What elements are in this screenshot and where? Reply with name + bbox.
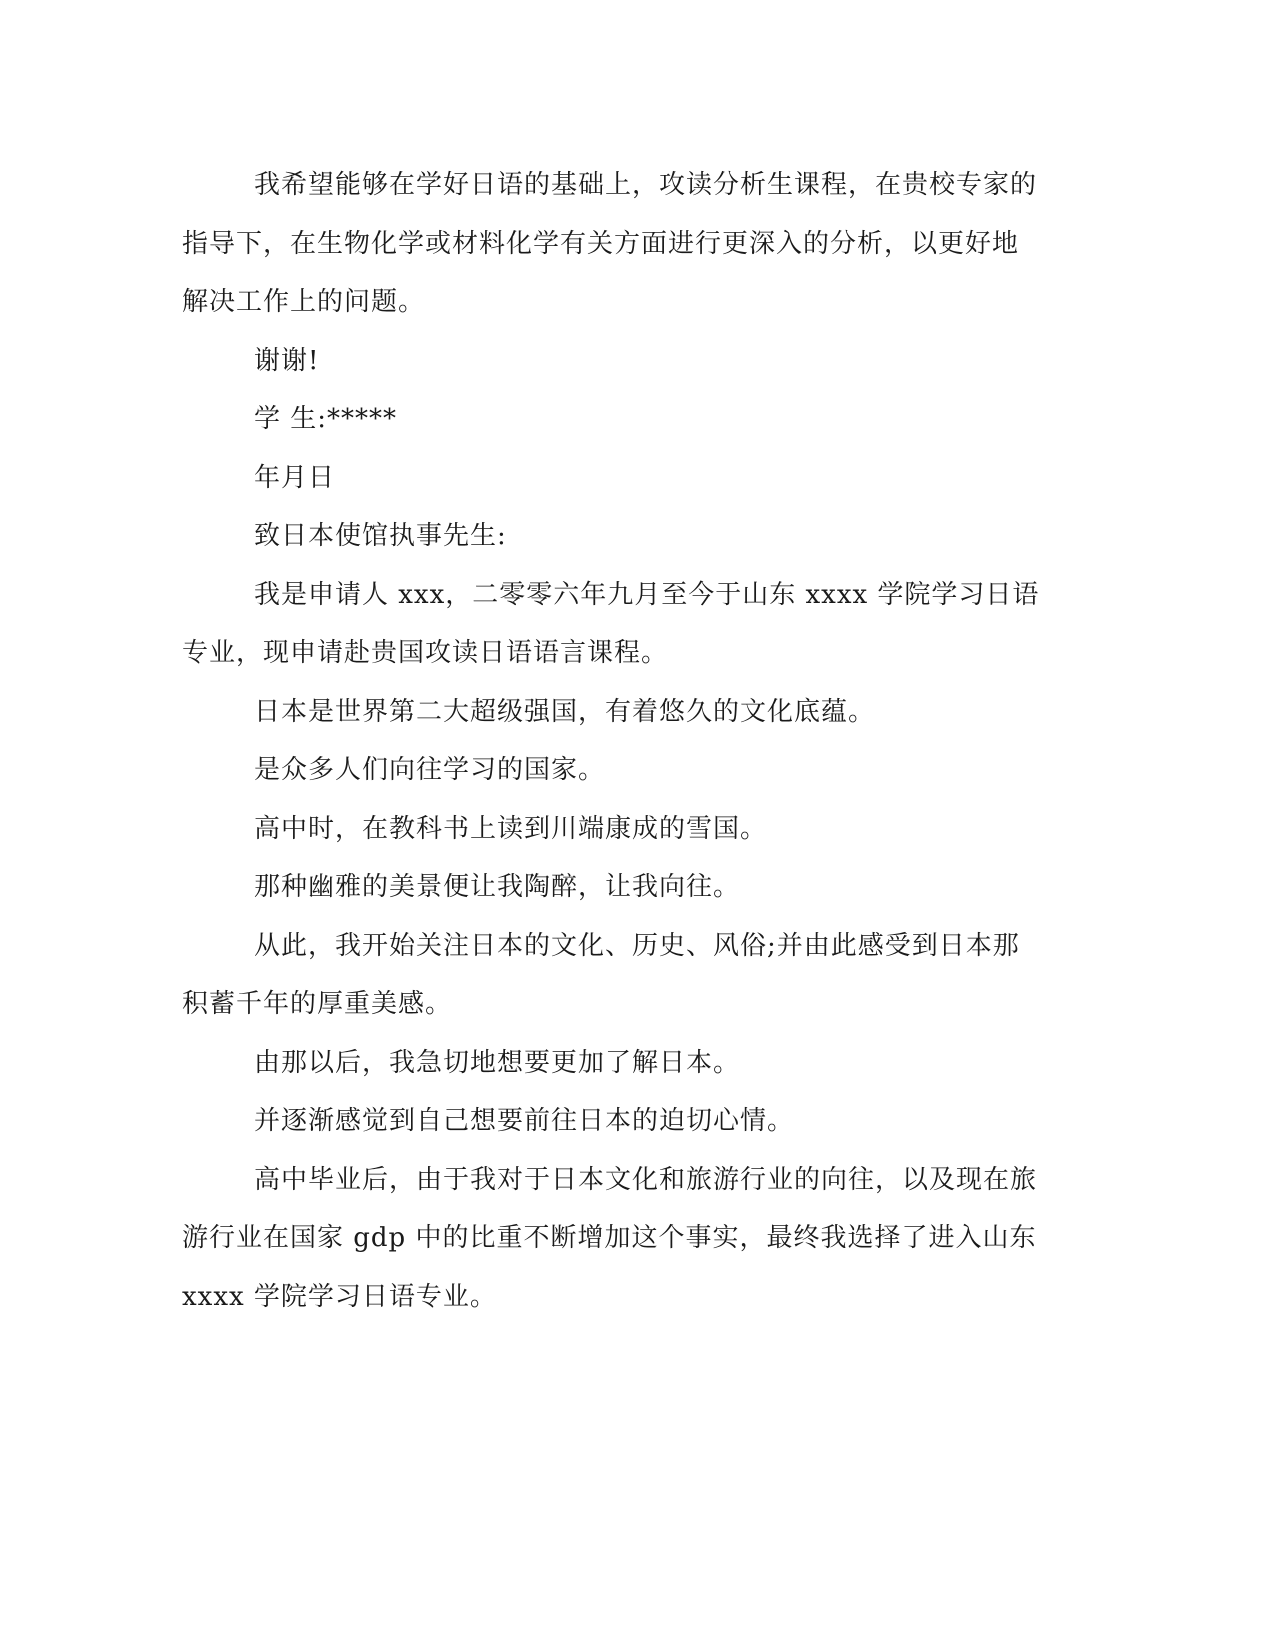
paragraph-japan-power: 日本是世界第二大超级强国，有着悠久的文化底蕴。 <box>254 696 876 727</box>
paragraph-popular-destination: 是众多人们向往学习的国家。 <box>254 755 606 785</box>
paragraph-student-signature: 学 生:***** <box>254 404 398 434</box>
paragraph-high-school-reading: 高中时，在教科书上读到川端康成的雪国。 <box>254 813 768 844</box>
paragraph-major-choice: 高中毕业后，由于我对于日本文化和旅游行业的向往，以及现在旅游行业在国家 gdp 中的比重不断增加这个事实，最终我选择了进入山东 xxxx 学院学习日语专业。 <box>182 1164 1046 1312</box>
paragraph-culture-interest: 从此，我开始关注日本的文化、历史、风俗;并由此感受到日本那积蓄千年的厚重美感。 <box>182 930 1020 1019</box>
paragraph-scenery: 那种幽雅的美景便让我陶醉，让我向往。 <box>254 872 741 902</box>
paragraph-desire-to-go: 并逐渐感觉到自己想要前往日本的迫切心情。 <box>254 1106 795 1136</box>
document-body <box>182 156 1046 1326</box>
paragraph-study-goal: 我希望能够在学好日语的基础上，攻读分析生课程，在贵校专家的指导下，在生物化学或材料化学有关方面进行更深入的分析，以更好地解决工作上的问题。 <box>182 170 1038 317</box>
paragraph-salutation: 致日本使馆执事先生: <box>254 521 507 551</box>
paragraph-date: 年月日 <box>254 462 336 493</box>
paragraph-eager-to-learn: 由那以后，我急切地想要更加了解日本。 <box>254 1047 741 1078</box>
paragraph-thanks: 谢谢! <box>254 345 320 376</box>
paragraph-applicant-intro: 我是申请人 xxx，二零零六年九月至今于山东 xxxx 学院学习日语专业，现申请赴贵国攻读日语语言课程。 <box>182 579 1040 668</box>
